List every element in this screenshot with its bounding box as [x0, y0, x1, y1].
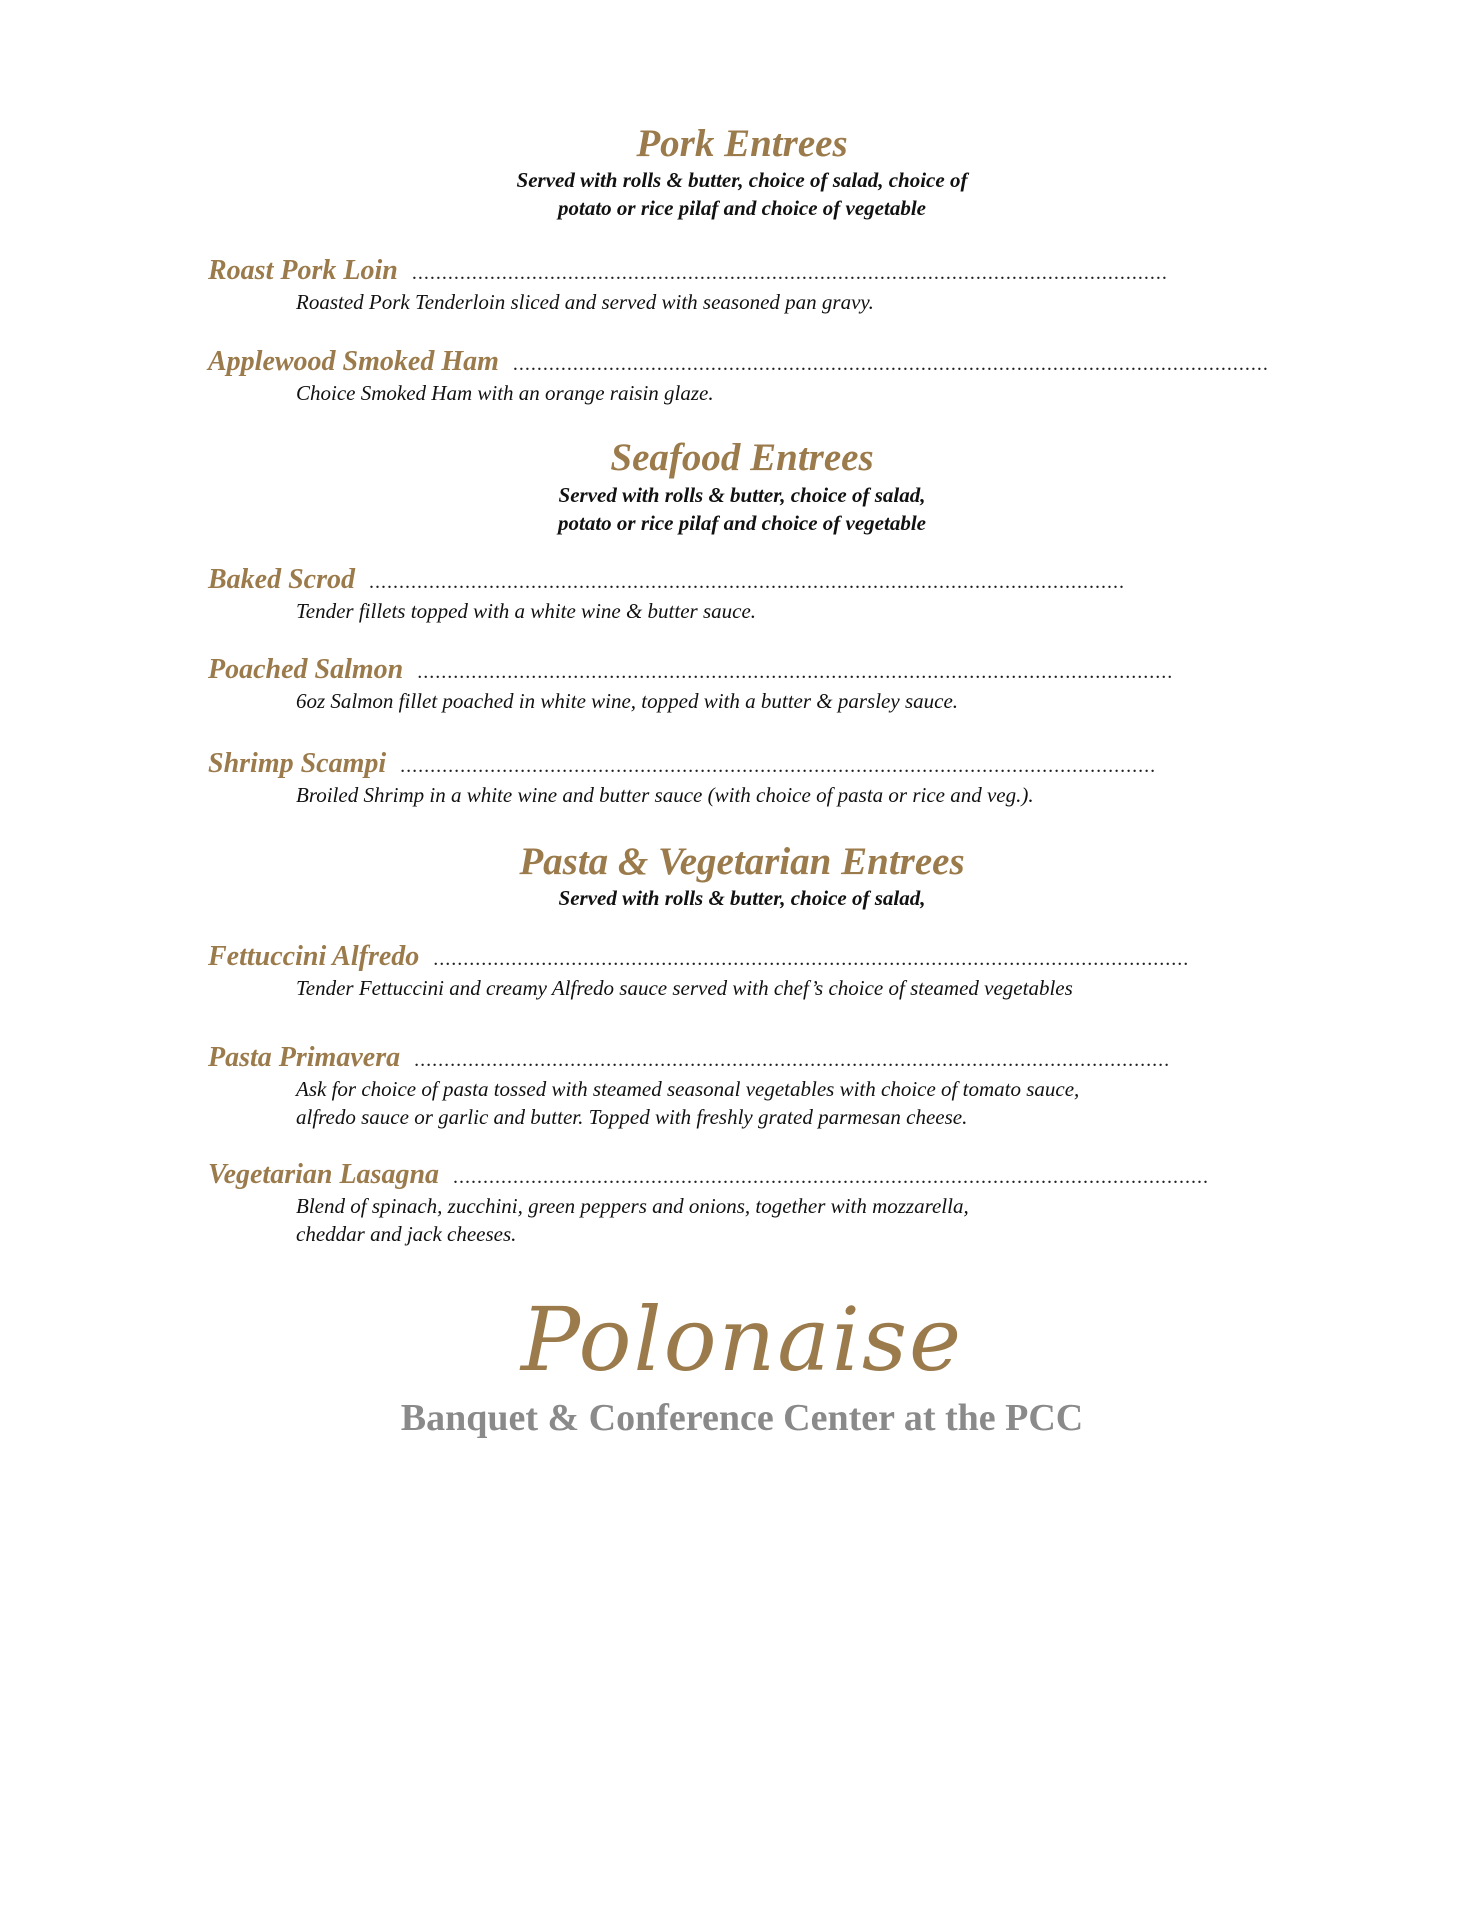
- leader-dots: ..............................................................................................................................: [414, 1049, 1171, 1071]
- section-subtitle-pasta-vegetarian: [0, 884, 1484, 912]
- item-name: Vegetarian Lasagna: [208, 1159, 440, 1190]
- item-name: Roast Pork Loin: [208, 255, 398, 286]
- leader-dots: ..............................................................................................................................: [417, 661, 1174, 683]
- item-name: Poached Salmon: [208, 654, 404, 685]
- item-name: Pasta Primavera: [208, 1042, 401, 1073]
- description-line: alfredo sauce or garlic and butter. Topped with freshly grated parmesan cheese.: [296, 1105, 968, 1129]
- leader-dots: ..............................................................................................................................: [400, 755, 1157, 777]
- leader-dots: ..............................................................................................................................: [433, 948, 1190, 970]
- item-description: Broiled Shrimp in a white wine and butter sauce (with choice of pasta or rice and veg.).: [296, 783, 1034, 807]
- polonaise-logo: Polonaise: [520, 1288, 964, 1391]
- menu-item-fettuccini-alfredo: [208, 940, 1188, 1002]
- item-description: Roasted Pork Tenderloin sliced and served with seasoned pan gravy.: [296, 290, 874, 314]
- item-description: 6oz Salmon fillet poached in white wine, topped with a butter & parsley sauce.: [296, 689, 959, 713]
- subtitle-line: potato or rice pilaf and choice of vegetable: [557, 511, 926, 535]
- leader-dots: ..............................................................................................................................: [512, 353, 1269, 375]
- item-description: Tender Fettuccini and creamy Alfredo sauce served with chef’s choice of steamed vegetables: [296, 976, 1073, 1000]
- subtitle-line: Served with rolls & butter, choice of salad,: [558, 483, 926, 507]
- item-name: Shrimp Scampi: [208, 748, 387, 779]
- menu-item-roast-pork-loin: [208, 254, 1188, 316]
- item-description: Choice Smoked Ham with an orange raisin glaze.: [296, 381, 714, 405]
- section-title-pork: Pork Entrees: [636, 122, 848, 165]
- menu-item-baked-scrod: [208, 563, 1188, 625]
- leader-dots: ..............................................................................................................................: [369, 571, 1125, 593]
- section-title-seafood: Seafood Entrees: [610, 436, 874, 479]
- menu-item-applewood-smoked-ham: [208, 345, 1269, 407]
- section-subtitle-seafood: [0, 481, 1484, 537]
- description-line: cheddar and jack cheeses.: [296, 1222, 517, 1246]
- subtitle-line: potato or rice pilaf and choice of vegetable: [557, 196, 926, 220]
- description-line: Blend of spinach, zucchini, green peppers and onions, together with mozzarella,: [296, 1194, 969, 1218]
- section-title-pasta-vegetarian: Pasta & Vegetarian Entrees: [519, 840, 965, 883]
- leader-dots: ..............................................................................................................................: [411, 262, 1168, 284]
- description-line: Ask for choice of pasta tossed with steamed seasonal vegetables with choice of tomato sauce,: [296, 1077, 1080, 1101]
- item-name: Applewood Smoked Ham: [208, 346, 499, 377]
- item-description: [296, 1192, 1196, 1248]
- item-name: Baked Scrod: [208, 564, 355, 595]
- menu-item-pasta-primavera: [208, 1041, 1188, 1131]
- subtitle-line: Served with rolls & butter, choice of salad,: [558, 886, 926, 910]
- leader-dots: ..............................................................................................................................: [453, 1166, 1210, 1188]
- item-description: [296, 1075, 1256, 1131]
- brand-tagline: Banquet & Conference Center at the PCC: [400, 1397, 1084, 1439]
- subtitle-line: Served with rolls & butter, choice of salad, choice of: [516, 168, 968, 192]
- menu-item-shrimp-scampi: [208, 747, 1188, 809]
- item-name: Fettuccini Alfredo: [208, 941, 420, 972]
- section-subtitle-pork: [0, 166, 1484, 222]
- menu-item-poached-salmon: [208, 653, 1188, 715]
- item-description: Tender fillets topped with a white wine & butter sauce.: [296, 599, 757, 623]
- menu-item-vegetarian-lasagna: [208, 1158, 1210, 1248]
